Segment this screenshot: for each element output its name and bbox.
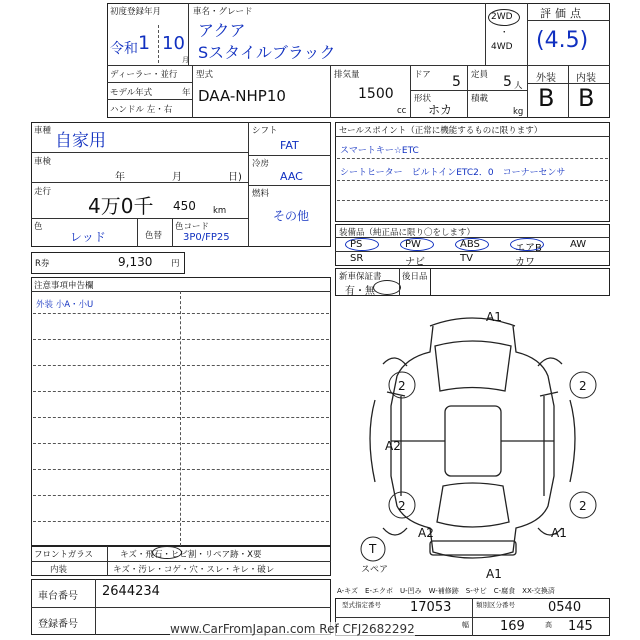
equipment-item: エアB xyxy=(515,243,542,254)
interior-label: 内装 xyxy=(576,73,596,84)
use-value: 自家用 xyxy=(55,131,106,151)
rear-glass xyxy=(437,483,509,527)
notes-section xyxy=(31,277,331,546)
mark-a1-rear: A1 xyxy=(486,567,502,581)
mark-wheel-rl: 2 xyxy=(398,499,406,513)
equipment-item: PS xyxy=(350,239,363,250)
rear-items-label: 後日品 xyxy=(402,272,428,282)
type-value: DAA-NHP10 xyxy=(198,87,286,105)
exterior-grade: B xyxy=(538,84,555,112)
equipment-item: ナビ xyxy=(405,257,425,268)
equipment-item: カワ xyxy=(515,257,535,268)
color-label: 色 xyxy=(34,222,43,232)
notes-rule xyxy=(33,495,329,496)
fuel-label: 燃料 xyxy=(252,189,270,199)
capacity-label: 定員 xyxy=(471,70,489,80)
displacement-label: 排気量 xyxy=(334,70,360,80)
color-value: レッド xyxy=(70,230,106,244)
notes-rule xyxy=(33,469,329,470)
notes-rule xyxy=(33,521,329,522)
height-label: 高 xyxy=(545,621,552,629)
equipment-item: PW xyxy=(405,239,421,250)
equipment-circle xyxy=(455,238,489,251)
mark-a2-left: A2 xyxy=(385,439,401,453)
model-year-unit: 年 xyxy=(182,88,191,98)
color-code-value: 3P0/FP25 xyxy=(183,232,230,243)
drive-2wd: 2WD xyxy=(491,12,513,22)
notes-rule xyxy=(33,391,329,392)
color-code-label: 色コード xyxy=(175,222,210,232)
mileage-small: 450 xyxy=(173,199,196,213)
vehicle-no-label: 車台番号 xyxy=(38,591,78,602)
mirror-r xyxy=(540,392,558,396)
equipment-item: ABS xyxy=(460,239,480,250)
capacity-unit: 人 xyxy=(514,81,523,91)
recycle-value: 9,130 xyxy=(118,255,153,269)
rear-fender-l xyxy=(383,528,407,535)
month-unit: 月 xyxy=(182,56,189,64)
model-spec-label: 型式指定番号 xyxy=(342,601,381,609)
mileage-value: 4万0千 xyxy=(88,194,154,218)
damage-legend: A-キズ E-エクボ U-凹み W-補修跡 S-サビ C-腐食 XX-交換済 xyxy=(337,587,555,595)
door-label: ドア xyxy=(414,70,431,80)
equipment-circle xyxy=(510,238,544,251)
eval-label: 評価点 xyxy=(540,7,585,20)
capacity-value: 5 xyxy=(503,74,512,90)
width-label: 幅 xyxy=(462,621,469,629)
use-label: 車種 xyxy=(34,126,52,136)
reg-no-label: 登録番号 xyxy=(38,619,78,630)
warranty-label: 新車保証書 xyxy=(339,272,382,282)
mark-wheel-fl: 2 xyxy=(398,379,406,393)
interior-cond-options: キズ・汚レ・コゲ・穴・スレ・キレ・破レ xyxy=(113,565,275,575)
handle-label: ハンドル 左・右 xyxy=(110,105,173,115)
equipment-circle xyxy=(345,238,379,251)
eval-score: (4.5) xyxy=(536,28,589,53)
notes-rule xyxy=(33,339,329,340)
interior-cond-label: 内装 xyxy=(50,565,68,575)
type-label: 型式 xyxy=(196,70,214,80)
kg-unit: kg xyxy=(513,107,524,117)
front-bumper xyxy=(430,318,515,326)
shape-value: ホカ xyxy=(428,103,453,117)
warranty-value: 有・無 xyxy=(345,286,375,297)
front-fender-l xyxy=(383,358,407,366)
roof xyxy=(445,406,501,476)
body-outline xyxy=(391,326,554,558)
inspection-month-unit: 月 xyxy=(172,172,182,183)
door-value: 5 xyxy=(452,74,461,90)
mark-a1-rear-right: A1 xyxy=(551,526,567,540)
mark-t-spare: T xyxy=(369,542,377,556)
front-glass-options: キズ・飛石・ヒビ割・リペア跡・X要 xyxy=(120,550,262,560)
era-value: 令和 xyxy=(110,41,138,57)
mark-a2-rear-left: A2 xyxy=(418,526,434,540)
front-glass-circle xyxy=(152,546,182,559)
name-grade-label: 車名・グレード xyxy=(193,7,253,17)
mileage-label: 走行 xyxy=(34,187,52,197)
yen-unit: 円 xyxy=(171,259,180,269)
inspection-year-unit: 年 xyxy=(115,172,125,183)
month-value: 10 xyxy=(162,33,185,54)
car-name: アクア xyxy=(198,21,246,40)
class-value: 0540 xyxy=(548,600,582,615)
drive-dot: ・ xyxy=(500,28,509,38)
front-glass-label: フロントガラス xyxy=(34,550,93,560)
cc-unit: cc xyxy=(397,106,407,116)
equipment-circle xyxy=(400,238,434,251)
class-label: 類別区分番号 xyxy=(476,601,515,609)
notes-rule xyxy=(33,417,329,418)
sales-point-line1: スマートキー☆ETC xyxy=(340,146,419,156)
hood xyxy=(435,341,511,391)
notes-rule xyxy=(33,313,329,314)
rear-items-section xyxy=(397,268,610,296)
shift-value: FAT xyxy=(280,139,299,152)
right-side xyxy=(544,396,575,496)
dealer-label: ディーラー・並行 xyxy=(110,70,178,80)
spare-label: スペア xyxy=(361,565,389,575)
interior-grade: B xyxy=(578,84,595,112)
model-spec-value: 17053 xyxy=(410,600,452,615)
mark-wheel-fr: 2 xyxy=(579,379,587,393)
km-unit: km xyxy=(213,206,227,216)
notes-rule xyxy=(33,365,329,366)
inspection-day-unit: 日) xyxy=(228,172,242,183)
equipment-item: TV xyxy=(460,253,473,264)
drive-4wd: 4WD xyxy=(491,42,513,52)
notes-rule xyxy=(33,443,329,444)
year-value: 1 xyxy=(138,32,151,54)
width-value: 169 xyxy=(500,619,525,634)
equipment-item: SR xyxy=(350,253,364,264)
model-year-label: モデル年式 xyxy=(110,88,153,98)
exterior-label: 外装 xyxy=(536,73,556,84)
recycle-label: R券 xyxy=(35,259,50,269)
car-diagram xyxy=(335,296,610,586)
mark-a1-front: A1 xyxy=(486,310,502,324)
ac-value: AAC xyxy=(280,170,303,183)
notes-line1: 外装 小A・小U xyxy=(36,300,94,310)
rear-bumper xyxy=(430,541,516,555)
notes-title: 注意事項申告欄 xyxy=(34,281,94,291)
ac-label: 冷房 xyxy=(252,159,270,169)
color-swap-label: 色替 xyxy=(145,231,163,241)
watermark: www.CarFromJapan.com Ref CFJ2682292 xyxy=(170,622,415,636)
equipment-title: 装備品（純正品に限り〇をします） xyxy=(339,228,476,238)
sales-points-title: セールスポイント（正常に機能するものに限ります） xyxy=(339,126,543,136)
height-value: 145 xyxy=(568,619,593,634)
vehicle-no-value: 2644234 xyxy=(102,584,160,599)
fuel-value: その他 xyxy=(273,209,310,223)
displacement-value: 1500 xyxy=(358,86,394,102)
inspection-label: 車検 xyxy=(34,157,52,167)
equipment-item: AW xyxy=(570,239,587,250)
grade-name: Sスタイルブラック xyxy=(198,43,336,62)
shape-label: 形状 xyxy=(414,94,432,104)
mark-wheel-rr: 2 xyxy=(579,499,587,513)
recycle-row xyxy=(31,252,185,274)
first-reg-label: 初度登録年月 xyxy=(110,7,162,17)
load-label: 積載 xyxy=(471,94,489,104)
sales-point-line2: シートヒーター ビルトインETC2．0 コーナーセンサ xyxy=(340,168,566,178)
shift-label: シフト xyxy=(252,126,278,136)
